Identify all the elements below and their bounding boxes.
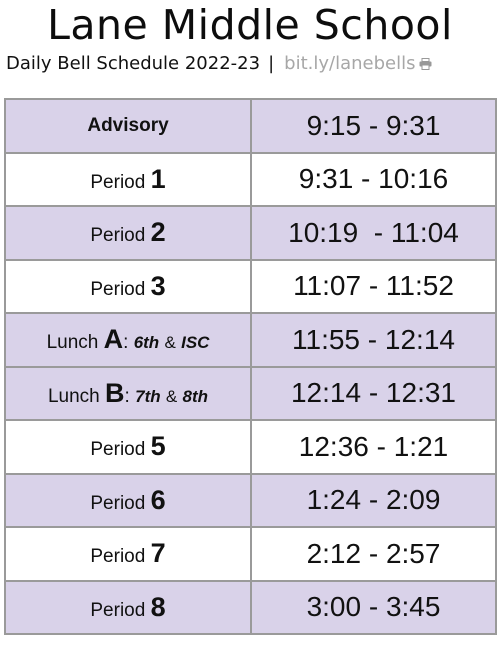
label-prefix: Lunch (46, 332, 99, 354)
lunch-letter: B (105, 377, 125, 408)
row-time: 11:55 - 12:14 (251, 313, 496, 367)
label-prefix: Period (90, 278, 146, 300)
label-prefix: Period (90, 171, 146, 193)
page-title: Lane Middle School (47, 1, 453, 49)
row-label (5, 313, 251, 367)
lunch-colon: : (124, 385, 130, 407)
row-label (5, 527, 251, 581)
table-row (5, 527, 496, 581)
row-time: 9:31 - 10:16 (251, 153, 496, 207)
label-prefix: Period (90, 439, 146, 461)
lunch-ampersand: & (165, 386, 178, 406)
row-label (5, 260, 251, 314)
period-number: 5 (150, 431, 166, 462)
period-number: 1 (150, 163, 166, 194)
table-row (5, 260, 496, 314)
row-time: 9:15 - 9:31 (251, 99, 496, 153)
label-prefix: Period (90, 225, 146, 247)
schedule-link[interactable]: bit.ly/lanebells (284, 53, 416, 74)
period-number: 2 (150, 217, 166, 248)
row-label: Advisory (5, 99, 251, 153)
table-row (5, 153, 496, 207)
separator: | (268, 53, 275, 74)
table-row (5, 367, 496, 421)
label-prefix: Lunch (47, 385, 100, 407)
period-number: 7 (150, 538, 166, 569)
row-label (5, 581, 251, 635)
lunch-group-2: 8th (182, 386, 209, 406)
row-time: 12:36 - 1:21 (251, 420, 496, 474)
bell-schedule-table (4, 98, 497, 635)
table-row (5, 581, 496, 635)
label-prefix: Period (90, 546, 146, 568)
table-row (5, 99, 496, 153)
row-time: 2:12 - 2:57 (251, 527, 496, 581)
table-row (5, 206, 496, 260)
row-time: 10:19 - 11:04 (251, 206, 496, 260)
table-row (5, 420, 496, 474)
label-prefix: Period (90, 492, 146, 514)
table-row (5, 474, 496, 528)
table-row (5, 313, 496, 367)
row-label (5, 153, 251, 207)
period-number: 3 (150, 270, 166, 301)
row-time: 1:24 - 2:09 (251, 474, 496, 528)
period-number: 6 (150, 484, 166, 515)
subtitle (6, 52, 500, 77)
lunch-group-2: ISC (181, 333, 210, 353)
lunch-ampersand: & (164, 333, 176, 353)
lunch-colon: : (123, 332, 129, 354)
schedule-subtitle: Daily Bell Schedule 2022-23 (6, 53, 261, 74)
printer-icon (419, 53, 432, 77)
label-prefix: Period (90, 599, 146, 621)
lunch-group-1: 6th (133, 333, 160, 353)
row-label (5, 474, 251, 528)
row-time: 3:00 - 3:45 (251, 581, 496, 635)
lunch-group-1: 7th (135, 386, 161, 406)
row-label (5, 420, 251, 474)
period-number: 8 (150, 591, 166, 622)
lunch-letter: A (103, 324, 124, 355)
row-label (5, 206, 251, 260)
row-time: 11:07 - 11:52 (251, 260, 496, 314)
row-label (5, 367, 251, 421)
row-time: 12:14 - 12:31 (251, 367, 496, 421)
